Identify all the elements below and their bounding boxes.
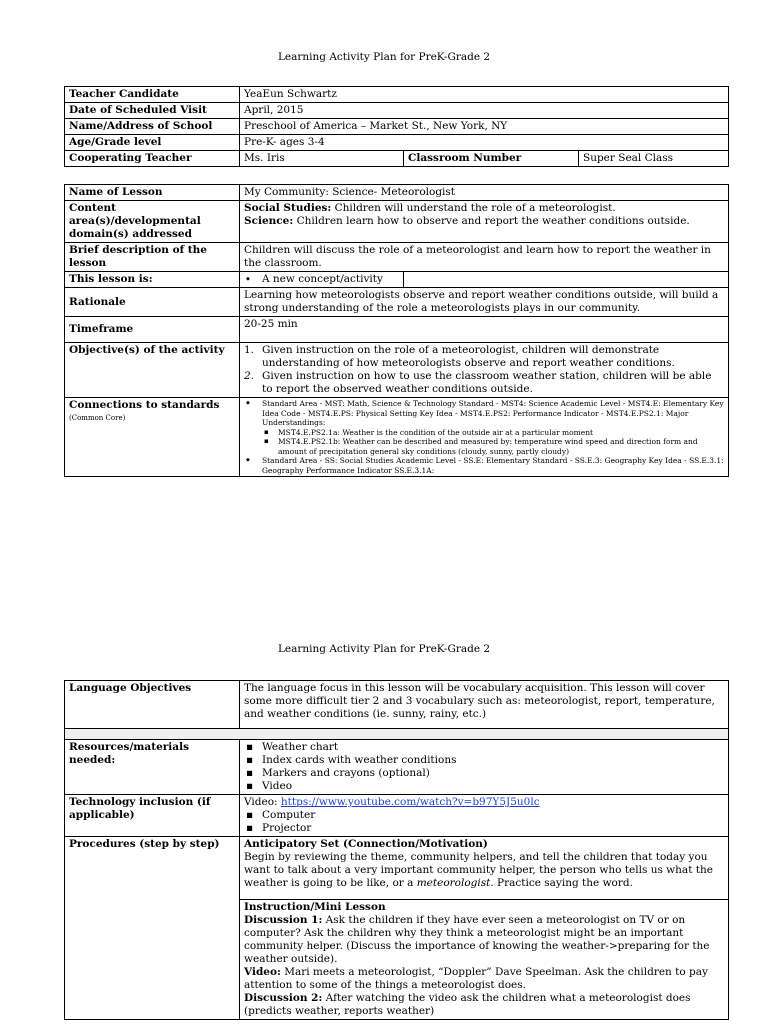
table-row bbox=[65, 103, 729, 119]
rationale-value: Learning how meteorologists observe and report weather conditions outside, will build a strong understanding of the role a meteorologists plays in our community. bbox=[240, 288, 729, 317]
video-note: Video: Mari meets a meteorologist, “Doppler” Dave Speelman. Ask the children to pay attention to some of the things a meteorologist does. bbox=[244, 966, 708, 991]
resource-item: ▪ Index cards with weather conditions bbox=[244, 754, 724, 767]
age-value: Pre-K- ages 3-4 bbox=[240, 135, 729, 151]
standards-sublabel: (Common Core) bbox=[69, 414, 126, 422]
resource-item: ▪ Markers and crayons (optional) bbox=[244, 767, 724, 780]
teacher-label: Teacher Candidate bbox=[65, 87, 240, 103]
social-studies-label: Social Studies: bbox=[244, 202, 332, 214]
page-title-1: Learning Activity Plan for PreK-Grade 2 bbox=[277, 51, 491, 63]
anticipatory-set bbox=[240, 837, 729, 900]
technology-value bbox=[240, 795, 729, 837]
table-row bbox=[65, 343, 729, 398]
age-label: Age/Grade level bbox=[65, 135, 240, 151]
standard-item: ◆ Standard Area - SS: Social Studies Academic Level - SS.E: Elementary Standard - SS.E.3: Geography Key Idea - SS.E.3.1: Geography Performance Indicator SS.E.3.1A: bbox=[244, 456, 724, 475]
table-row bbox=[65, 119, 729, 135]
table-row bbox=[65, 681, 729, 729]
table-row bbox=[65, 185, 729, 201]
empty-cell bbox=[404, 272, 729, 288]
lesson-name-value: My Community: Science- Meteorologist bbox=[240, 185, 729, 201]
science-label: Science: bbox=[244, 215, 294, 227]
standards-value bbox=[240, 398, 729, 477]
anticipatory-text: Begin by reviewing the theme, community helpers, and tell the children that today you want to talk about a very important community helper, the person who tells us what the weather is going to be like, or a meteorologist. Practice saying the word. bbox=[244, 851, 713, 889]
procedures-label: Procedures (step by step) bbox=[65, 837, 240, 1020]
table-row bbox=[65, 135, 729, 151]
coop-value: Ms. Iris bbox=[240, 151, 404, 167]
anticipatory-heading: Anticipatory Set (Connection/Motivation) bbox=[244, 838, 488, 850]
objectives-label: Objective(s) of the activity bbox=[65, 343, 240, 398]
resources-label: Resources/materials needed: bbox=[65, 740, 240, 795]
brief-label: Brief description of the lesson bbox=[65, 243, 240, 272]
tech-item: ▪ Computer bbox=[244, 809, 724, 822]
timeframe-value: 20-25 min bbox=[240, 317, 729, 343]
standard-subitem: ▪ MST4.E.PS2.1b: Weather can be described and measured by: temperature wind speed and direction form and amount of precipitation general sky conditions (cloudy, sunny, partly cloudy) bbox=[244, 437, 724, 456]
language-objectives-label: Language Objectives bbox=[65, 681, 240, 729]
lesson-type-label: This lesson is: bbox=[65, 272, 240, 288]
discussion-2: Discussion 2: After watching the video ask the children what a meteorologist does (predicts weather, reports weather) bbox=[244, 992, 691, 1017]
standard-item: ◆ Standard Area - MST: Math, Science & Technology Standard - MST4: Science Academic Level - MST4.E: Elementary Key Idea Code - MST4.E.PS: Physical Setting Key Idea - MST4.E.PS2: Performance Indicator - MST4.E.PS2.1: Major Understandings: bbox=[244, 399, 724, 428]
resource-item: ▪ Weather chart bbox=[244, 741, 724, 754]
rationale-label: Rationale bbox=[65, 288, 240, 317]
objectives-value bbox=[240, 343, 729, 398]
lesson-type-item: ◆ A new concept/activity bbox=[244, 273, 399, 286]
instruction-mini-lesson bbox=[240, 900, 729, 1020]
social-studies-text: Children will understand the role of a meteorologist. bbox=[334, 202, 616, 214]
table-row bbox=[65, 837, 729, 900]
science-text: Children learn how to observe and report the weather conditions outside. bbox=[296, 215, 690, 227]
technology-label: Technology inclusion (if applicable) bbox=[65, 795, 240, 837]
page-title-2: Learning Activity Plan for PreK-Grade 2 bbox=[277, 643, 491, 655]
objective-item: 1. Given instruction on the role of a meteorologist, children will demonstrate understanding of how meteorologists observe and report weather conditions. bbox=[244, 344, 675, 369]
objective-item: 2. Given instruction on how to use the classroom weather station, children will be able to report the observed weather conditions outside. bbox=[244, 370, 712, 395]
brief-value: Children will discuss the role of a meteorologist and learn how to report the weather in the classroom. bbox=[240, 243, 729, 272]
room-value: Super Seal Class bbox=[579, 151, 729, 167]
table-row bbox=[65, 243, 729, 272]
lesson-name-label: Name of Lesson bbox=[65, 185, 240, 201]
spacer-row bbox=[65, 729, 729, 740]
school-value: Preschool of America – Market St., New York, NY bbox=[240, 119, 729, 135]
plan-table bbox=[64, 680, 729, 1020]
table-row bbox=[65, 317, 729, 343]
standard-subitem: ▪ MST4.E.PS2.1a: Weather is the condition of the outside air at a particular moment bbox=[244, 428, 724, 438]
instruction-heading: Instruction/Mini Lesson bbox=[244, 901, 386, 913]
language-objectives-value: The language focus in this lesson will be vocabulary acquisition. This lesson will cover some more difficult tier 2 and 3 vocabulary such as: meteorologist, report, temperature, and weather conditions (ie. sunny, rainy, etc.) bbox=[240, 681, 729, 729]
content-label: Content area(s)/developmental domain(s) addressed bbox=[65, 201, 240, 243]
table-row bbox=[65, 151, 729, 167]
date-value: April, 2015 bbox=[240, 103, 729, 119]
info-table bbox=[64, 86, 729, 167]
discussion-1: Discussion 1: Ask the children if they have ever seen a meteorologist on TV or on computer? Ask the children why they think a meteorologist might be an important community helper. (Discuss the importance of knowing the weather->preparing for the weather outside). bbox=[244, 914, 710, 965]
standards-label: Connections to standards (Common Core) bbox=[65, 398, 240, 477]
table-row bbox=[65, 795, 729, 837]
coop-label: Cooperating Teacher bbox=[65, 151, 240, 167]
table-row bbox=[65, 398, 729, 477]
table-row bbox=[65, 729, 729, 740]
resources-value bbox=[240, 740, 729, 795]
video-link[interactable]: https://www.youtube.com/watch?v=b97Y5J5u0lc bbox=[280, 796, 540, 808]
teacher-value: YeaEun Schwartz bbox=[240, 87, 729, 103]
table-row bbox=[65, 272, 729, 288]
table-row bbox=[65, 87, 729, 103]
table-row bbox=[65, 288, 729, 317]
content-value bbox=[240, 201, 729, 243]
video-label: Video: bbox=[244, 796, 278, 808]
table-row bbox=[65, 740, 729, 795]
lesson-type-value bbox=[240, 272, 404, 288]
tech-item: ▪ Projector bbox=[244, 822, 724, 835]
lesson-table bbox=[64, 184, 729, 477]
resource-item: ▪ Video bbox=[244, 780, 724, 793]
room-label: Classroom Number bbox=[404, 151, 579, 167]
date-label: Date of Scheduled Visit bbox=[65, 103, 240, 119]
timeframe-label: Timeframe bbox=[65, 317, 240, 343]
school-label: Name/Address of School bbox=[65, 119, 240, 135]
table-row bbox=[65, 201, 729, 243]
